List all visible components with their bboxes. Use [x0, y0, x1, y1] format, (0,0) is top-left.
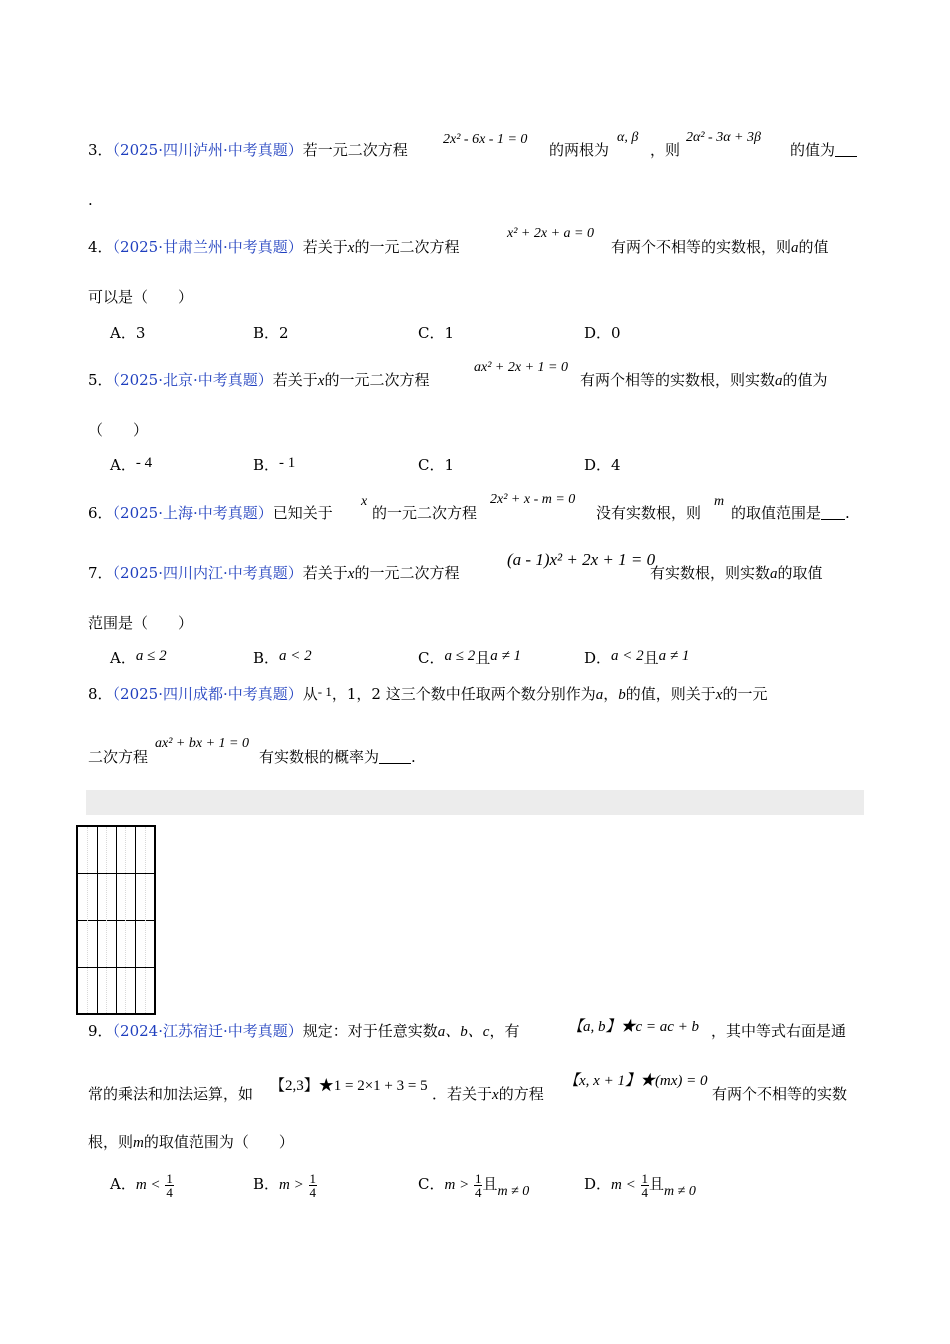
q5-line2: （ ） — [88, 421, 149, 439]
q9-line2-start: 常的乘法和加法运算，如 — [88, 1085, 254, 1103]
q9-line1: 9．（2024·江苏宿迁·中考真题）规定：对于任意实数a、b、c，有 — [88, 1022, 520, 1040]
separator-bar — [86, 790, 864, 815]
q3-expression: 2α² - 3α + 3β — [686, 130, 761, 145]
q8-number: 8． — [88, 685, 113, 703]
q7-source[interactable]: （2025·四川内江·中考真题） — [112, 564, 303, 582]
q5-line1: 5．（2025·北京·中考真题）若关于x的一元二次方程 — [88, 371, 430, 389]
q9-line1-rest: ，其中等式右面是通 — [711, 1022, 847, 1040]
q3-text-then: ，则 — [650, 141, 681, 159]
q6-text: 的一元二次方程 — [372, 504, 478, 522]
q3-source[interactable]: （2025·四川泸州·中考真题） — [112, 141, 303, 159]
q8-source[interactable]: （2025·四川成都·中考真题） — [112, 685, 303, 703]
q9-option-a[interactable]: A．m < $\frac{1}{4}$ — [110, 1170, 173, 1200]
q9-line2-mid: ．若关于x的方程 — [432, 1085, 544, 1103]
q6-var-m: m — [714, 494, 725, 509]
q7-number: 7． — [88, 564, 113, 582]
q7-option-c[interactable]: C．a ≤ 2且a ≠ 1 — [418, 648, 521, 667]
q5-line1-rest: 有两个相等的实数根，则实数a的值为 — [580, 371, 828, 389]
q7-option-a[interactable]: A．a ≤ 2 — [110, 648, 167, 667]
q9-definition: 【a, b】★c = ac + b — [568, 1019, 700, 1035]
q6-source[interactable]: （2025·上海·中考真题） — [112, 504, 273, 522]
q8-line2-start: 二次方程 — [88, 748, 149, 766]
q4-number: 4． — [88, 238, 113, 256]
q7-line1-rest: 有实数根，则实数a的取值 — [650, 564, 823, 582]
q5-number: 5． — [88, 371, 113, 389]
q9-option-c[interactable]: C．m > $\frac{1}{4}$ 且m ≠ 0 — [418, 1170, 530, 1200]
q5-option-c[interactable]: C．1 — [418, 456, 455, 474]
q7-option-d[interactable]: D．a < 2且a ≠ 1 — [584, 648, 690, 667]
q4-option-b[interactable]: B．2 — [253, 324, 289, 342]
q9-source[interactable]: （2024·江苏宿迁·中考真题） — [112, 1022, 303, 1040]
q3-period: . — [88, 191, 93, 209]
q9-line2-rest: 有两个不相等的实数 — [712, 1085, 848, 1103]
q6-equation: 2x² + x - m = 0 — [490, 492, 576, 507]
q9-line3: 根，则m的取值范围为（ ） — [88, 1133, 294, 1151]
grid-box — [76, 825, 156, 1015]
q8-line1: 8．（2025·四川成都·中考真题）从- 1，1，2 这三个数中任取两个数分别作为a，b的值，则关于x的一元 — [88, 684, 768, 703]
q6-var-x: x — [361, 494, 368, 509]
q4-source[interactable]: （2025·甘肃兰州·中考真题） — [112, 238, 303, 256]
q6-line1: 6．（2025·上海·中考真题）已知关于 — [88, 504, 333, 522]
q3-number: 3． — [88, 141, 113, 159]
q9-equation: 【x, x + 1】★(mx) = 0 — [564, 1073, 708, 1089]
q5-source[interactable]: （2025·北京·中考真题） — [112, 371, 273, 389]
q4-equation: x² + 2x + a = 0 — [507, 226, 594, 241]
q7-line2: 范围是（ ） — [88, 614, 194, 632]
q6-number: 6． — [88, 504, 113, 522]
q5-option-a[interactable]: A．- 4 — [110, 455, 153, 474]
q3-text-roots: 的两根为 — [549, 141, 610, 159]
q4-option-d[interactable]: D．0 — [584, 324, 621, 342]
q3-text: 若一元二次方程 — [302, 141, 408, 159]
q4-line1: 4．（2025·甘肃兰州·中考真题）若关于x的一元二次方程 — [88, 238, 460, 256]
q9-option-b[interactable]: B．m > $\frac{1}{4}$ — [253, 1170, 317, 1200]
q6-text2: 没有实数根，则 — [596, 504, 702, 522]
q3-text-value: 的值为 — [790, 140, 857, 160]
q8-line2-rest: 有实数根的概率为 . — [259, 748, 416, 766]
q3-answer-blank[interactable] — [835, 142, 857, 157]
q4-line1-rest: 有两个不相等的实数根，则a的值 — [611, 238, 829, 256]
q5-equation: ax² + 2x + 1 = 0 — [474, 360, 568, 375]
q7-line1: 7．（2025·四川内江·中考真题）若关于x的一元二次方程 — [88, 564, 460, 582]
q8-answer-blank[interactable] — [379, 749, 411, 764]
q6-text3: 的取值范围是 . — [731, 504, 850, 522]
q7-equation: (a - 1)x² + 2x + 1 = 0 — [507, 550, 656, 569]
q5-option-d[interactable]: D．4 — [584, 456, 621, 474]
q3-line1 — [88, 140, 408, 160]
q3-equation: 2x² - 6x - 1 = 0 — [443, 132, 528, 147]
q6-answer-blank[interactable] — [821, 505, 845, 520]
q7-option-b[interactable]: B．a < 2 — [253, 648, 312, 667]
q9-example: 【2,3】★1 = 2×1 + 3 = 5 — [270, 1078, 428, 1094]
q4-option-a[interactable]: A．3 — [110, 324, 146, 342]
q4-option-c[interactable]: C．1 — [418, 324, 455, 342]
q9-number: 9． — [88, 1022, 113, 1040]
q8-equation: ax² + bx + 1 = 0 — [155, 736, 249, 751]
q9-option-d[interactable]: D．m < $\frac{1}{4}$ 且m ≠ 0 — [584, 1170, 696, 1200]
q4-line2: 可以是（ ） — [88, 288, 194, 306]
q3-roots: α, β — [617, 130, 639, 145]
q5-option-b[interactable]: B．- 1 — [253, 455, 296, 474]
